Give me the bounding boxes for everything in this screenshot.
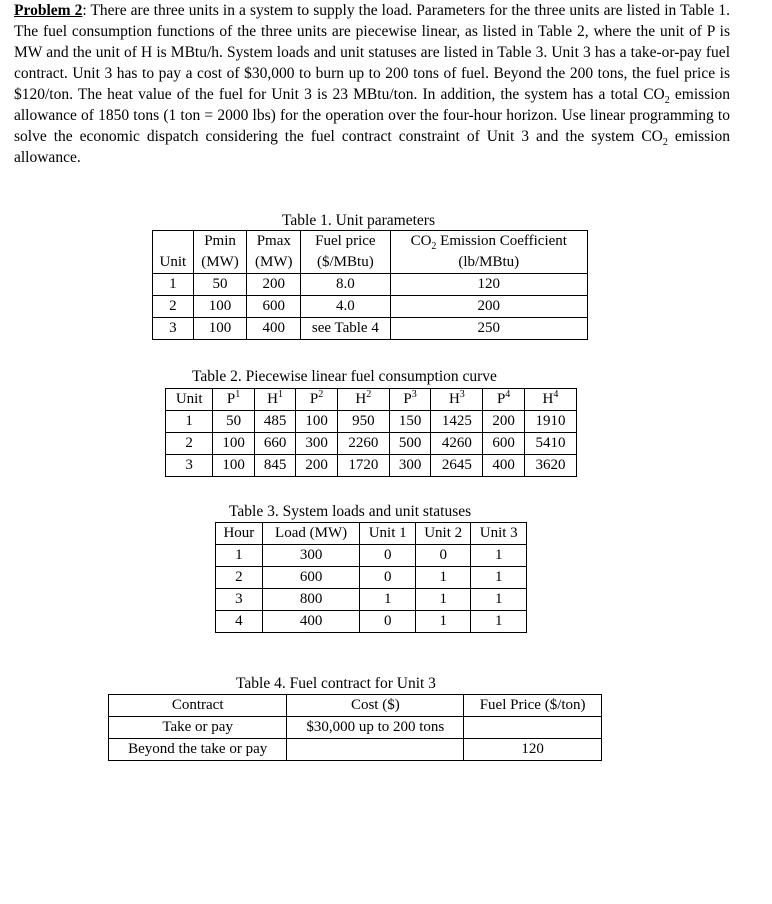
table-row — [153, 318, 588, 340]
table-row — [216, 589, 527, 611]
t3-header: Unit 2 — [415, 523, 471, 545]
t2-header-h3 — [431, 389, 483, 411]
t3-cell: 4 — [216, 611, 263, 633]
t3-cell: 1 — [360, 589, 416, 611]
t1-cell: 120 — [390, 274, 587, 296]
t2-header-p1 — [213, 389, 254, 411]
t3-cell: 600 — [262, 567, 360, 589]
t3-cell: 1 — [415, 567, 471, 589]
t3-cell: 300 — [262, 545, 360, 567]
t2-cell: 1910 — [524, 411, 576, 433]
t3-cell: 1 — [415, 589, 471, 611]
table4-caption: Table 4. Fuel contract for Unit 3 — [236, 675, 436, 692]
t2-cell: 100 — [296, 411, 337, 433]
t1-cell: 3 — [153, 318, 194, 340]
t1-cell: 400 — [247, 318, 301, 340]
t2-cell: 200 — [483, 411, 524, 433]
problem-statement — [14, 0, 730, 168]
t1-unit-co2: (lb/MBtu) — [390, 252, 587, 274]
t2-sup: 2 — [318, 389, 324, 400]
t2-cell: 300 — [296, 433, 337, 455]
t2-cell: 400 — [483, 455, 524, 477]
t2-cell: 1720 — [337, 455, 389, 477]
t2-cell: 100 — [213, 433, 254, 455]
t3-cell: 3 — [216, 589, 263, 611]
t4-cell: $30,000 up to 200 tons — [287, 717, 464, 739]
table3-caption: Table 3. System loads and unit statuses — [229, 503, 472, 520]
t1-cell: 50 — [193, 274, 247, 296]
t3-cell: 1 — [471, 611, 527, 633]
t3-cell: 1 — [471, 567, 527, 589]
t2-header-unit: Unit — [166, 389, 213, 411]
t2-cell: 2260 — [337, 433, 389, 455]
t2-cell: 1425 — [431, 411, 483, 433]
t2-header-p4 — [483, 389, 524, 411]
table2 — [165, 388, 577, 477]
t1-co2-text-b: Emission Coefficient — [436, 233, 567, 249]
t2-sup: 2 — [366, 389, 372, 400]
t3-header: Load (MW) — [262, 523, 360, 545]
table3 — [215, 522, 527, 633]
t4-cell: Beyond the take or pay — [109, 739, 287, 761]
t1-unit-price: ($/MBtu) — [301, 252, 390, 274]
t2-header-h4 — [524, 389, 576, 411]
t2-sup: 4 — [553, 389, 559, 400]
t2-sup: 3 — [411, 389, 417, 400]
t1-unit-mw2: (MW) — [247, 252, 301, 274]
t2-cell: 300 — [389, 455, 430, 477]
t1-header-unit: Unit — [153, 252, 194, 274]
t4-cell: 120 — [464, 739, 602, 761]
t1-cell: see Table 4 — [301, 318, 390, 340]
t1-cell: 8.0 — [301, 274, 390, 296]
t2-header-h1 — [254, 389, 295, 411]
t3-cell: 0 — [360, 611, 416, 633]
table-row — [216, 611, 527, 633]
problem-label: Problem 2 — [14, 2, 83, 19]
t2-p-label: P — [496, 391, 506, 407]
t2-cell: 2 — [166, 433, 213, 455]
t1-header-price: Fuel price — [301, 231, 390, 253]
t4-header-contract: Contract — [109, 695, 287, 717]
t2-h-label: H — [542, 391, 554, 407]
t1-cell: 100 — [193, 318, 247, 340]
table-row — [153, 274, 588, 296]
t2-p-label: P — [226, 391, 236, 407]
t2-cell: 5410 — [524, 433, 576, 455]
t2-cell: 100 — [213, 455, 254, 477]
table-row — [166, 433, 577, 455]
t3-cell: 2 — [216, 567, 263, 589]
t1-header-pmax: Pmax — [247, 231, 301, 253]
t3-cell: 0 — [415, 545, 471, 567]
t3-cell: 0 — [360, 567, 416, 589]
t1-cell: 200 — [390, 296, 587, 318]
t2-header-p2 — [296, 389, 337, 411]
t2-cell: 845 — [254, 455, 295, 477]
t2-cell: 3 — [166, 455, 213, 477]
t3-cell: 1 — [216, 545, 263, 567]
t2-h-label: H — [267, 391, 278, 407]
table2-caption: Table 2. Piecewise linear fuel consumption curve — [192, 368, 497, 385]
t2-p-label: P — [309, 391, 319, 407]
t1-cell: 4.0 — [301, 296, 390, 318]
table-row — [153, 296, 588, 318]
table-row — [109, 717, 602, 739]
table-row — [166, 411, 577, 433]
t2-header-p3 — [389, 389, 430, 411]
t3-header: Hour — [216, 523, 263, 545]
t1-cell: 100 — [193, 296, 247, 318]
t1-cell: 2 — [153, 296, 194, 318]
table-row — [216, 545, 527, 567]
t3-cell: 400 — [262, 611, 360, 633]
t2-header-h2 — [337, 389, 389, 411]
t2-h-label: H — [448, 391, 460, 407]
t1-header-pmin: Pmin — [193, 231, 247, 253]
t2-cell: 1 — [166, 411, 213, 433]
t4-cell: Take or pay — [109, 717, 287, 739]
t1-cell: 600 — [247, 296, 301, 318]
t3-cell: 800 — [262, 589, 360, 611]
t2-sup: 4 — [505, 389, 511, 400]
t1-header-unit-blank — [153, 231, 194, 253]
t3-cell: 1 — [471, 589, 527, 611]
t2-cell: 950 — [337, 411, 389, 433]
problem-text-part1: : There are three units in a system to supply the load. Parameters for the three units are listed in Table 1. The fuel consumption functions of the three units are piecewise linear, as listed in Table 2, where the unit of P is MW and the unit of H is MBtu/h. System loads and unit statuses are listed in Table 3. Unit 3 has a take-or-pay fuel contract. Unit 3 has to pay a cost of $30,000 to burn up to 200 tons of fuel. Beyond the 200 tons, the fuel price is $120/ton. The heat value of the fuel for Unit 3 is 23 MBtu/ton. In addition, the system has a total CO — [14, 2, 730, 103]
table-row — [216, 567, 527, 589]
co2-subscript: 2 — [664, 95, 670, 107]
t4-cell-empty — [464, 717, 602, 739]
t1-cell: 250 — [390, 318, 587, 340]
t2-p-label: P — [403, 391, 412, 407]
t2-cell: 485 — [254, 411, 295, 433]
table1-caption: Table 1. Unit parameters — [282, 212, 435, 229]
t1-co2-sub: 2 — [431, 241, 437, 252]
table1 — [152, 230, 588, 340]
problem-text-part2: emission allowance of 1850 tons (1 ton = 2000 lbs) for the operation over the four-hour horizon. Use linear programming to solve the economic dispatch considering the fuel contract constraint of Unit 3 and the system CO — [14, 86, 730, 145]
co2-subscript: 2 — [662, 137, 668, 149]
t2-cell: 50 — [213, 411, 254, 433]
t2-cell: 4260 — [431, 433, 483, 455]
t3-cell: 0 — [360, 545, 416, 567]
t2-cell: 200 — [296, 455, 337, 477]
t2-cell: 150 — [389, 411, 430, 433]
t2-h-label: H — [355, 391, 367, 407]
t1-cell: 200 — [247, 274, 301, 296]
t3-header: Unit 3 — [471, 523, 527, 545]
t2-cell: 3620 — [524, 455, 576, 477]
t1-unit-mw1: (MW) — [193, 252, 247, 274]
table4 — [108, 694, 602, 761]
t3-cell: 1 — [415, 611, 471, 633]
t2-sup: 3 — [459, 389, 465, 400]
t4-header-price: Fuel Price ($/ton) — [464, 695, 602, 717]
t4-header-cost: Cost ($) — [287, 695, 464, 717]
t1-header-co2 — [390, 231, 587, 253]
t3-cell: 1 — [471, 545, 527, 567]
t1-co2-text: CO — [410, 233, 432, 249]
t3-header: Unit 1 — [360, 523, 416, 545]
t1-cell: 1 — [153, 274, 194, 296]
t2-cell: 500 — [389, 433, 430, 455]
table-row — [166, 455, 577, 477]
t2-sup: 1 — [278, 389, 283, 400]
t2-cell: 660 — [254, 433, 295, 455]
table-row — [109, 739, 602, 761]
problem-text-part3: emission allowance. — [14, 128, 730, 166]
t2-cell: 600 — [483, 433, 524, 455]
t2-cell: 2645 — [431, 455, 483, 477]
t4-cell-empty — [287, 739, 464, 761]
t2-sup: 1 — [235, 389, 241, 400]
